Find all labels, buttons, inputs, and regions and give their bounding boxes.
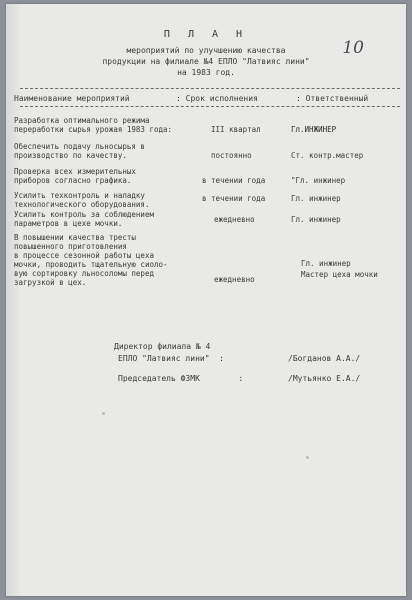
paper-spot	[306, 456, 309, 459]
row3-responsible: "Гл. инжинер	[291, 176, 346, 185]
row6-activity-line6: загрузкой в цех.	[14, 278, 87, 287]
row6-activity-line5: вую сортировку льносоломы перед	[14, 269, 154, 278]
row6-activity-line4: мочки, проводить тщательную сиоло-	[14, 260, 168, 269]
subtitle-line-2: продукции на филиале №4 ЕПЛО "Латвияс лини"	[102, 57, 310, 66]
row6-activity-line2: повышенного приготовления	[14, 242, 127, 251]
row4-activity-line2: технологического оборудования.	[14, 200, 150, 209]
signature-chair-name: /Мутьянко Е.А./	[288, 374, 361, 383]
header-bottom-rule	[20, 106, 400, 107]
header-deadline: : Срок исполнения	[176, 94, 258, 103]
paper-spot	[102, 412, 105, 415]
row1-activity-line2: переработки сырья урожая 1983 года:	[14, 125, 173, 134]
row2-activity-line2: производство по качеству.	[14, 151, 127, 160]
row6-deadline: ежедневно	[214, 275, 255, 284]
row5-activity-line2: параметров в цехе мочки.	[14, 219, 123, 228]
row6-activity-line1: В повышении качества тресты	[14, 233, 136, 242]
document-page	[6, 4, 406, 596]
row5-activity-line1: Усилить контроль за соблюдением	[14, 210, 154, 219]
subtitle-line-3: на 1983 год.	[177, 68, 235, 77]
row4-responsible: Гл. инжинер	[291, 194, 341, 203]
row6-responsible-2: Мастер цеха мочки	[301, 270, 378, 279]
subtitle-line-1: мероприятий по улучшению качества	[126, 46, 286, 55]
row5-deadline: ежедневно	[214, 215, 255, 224]
row3-activity-line1: Проверка всех измерительных	[14, 167, 136, 176]
header-responsible: : Ответственный	[296, 94, 369, 103]
row1-activity-line1: Разработка оптимального режима	[14, 116, 150, 125]
row1-responsible: Гл.ИНЖИНЕР	[291, 125, 337, 134]
row4-deadline: в течении года	[202, 194, 266, 203]
page-number: 10	[342, 38, 364, 58]
row5-responsible: Гл. инжинер	[291, 215, 341, 224]
row6-responsible-1: Гл. инжинер	[301, 259, 351, 268]
signature-director-role-2: ЕПЛО "Латвияс лини" :	[118, 354, 224, 363]
signature-director-role-1: Директор филиала № 4	[114, 342, 211, 351]
table-top-rule	[20, 88, 400, 89]
document-title: П Л А Н	[163, 29, 249, 40]
row6-activity-line3: в процессе сезонной работы цеха	[14, 251, 154, 260]
row2-activity-line1: Обеспечить подачу льносырья в	[14, 142, 145, 151]
row2-responsible: Ст. контр.мастер	[291, 151, 364, 160]
row2-deadline: постоянно	[211, 151, 252, 160]
row3-deadline: в течении года	[202, 176, 266, 185]
row3-activity-line2: приборов согласно графика.	[14, 176, 132, 185]
signature-chair-role: Председатель ФЗМК :	[118, 374, 244, 383]
signature-director-name: /Богданов А.А./	[288, 354, 361, 363]
row4-activity-line1: Усилить техконтроль и наладку	[14, 191, 145, 200]
header-activity: Наименование мероприятий	[14, 94, 130, 103]
row1-deadline: III квартал	[211, 125, 261, 134]
binding-strip	[6, 4, 20, 596]
